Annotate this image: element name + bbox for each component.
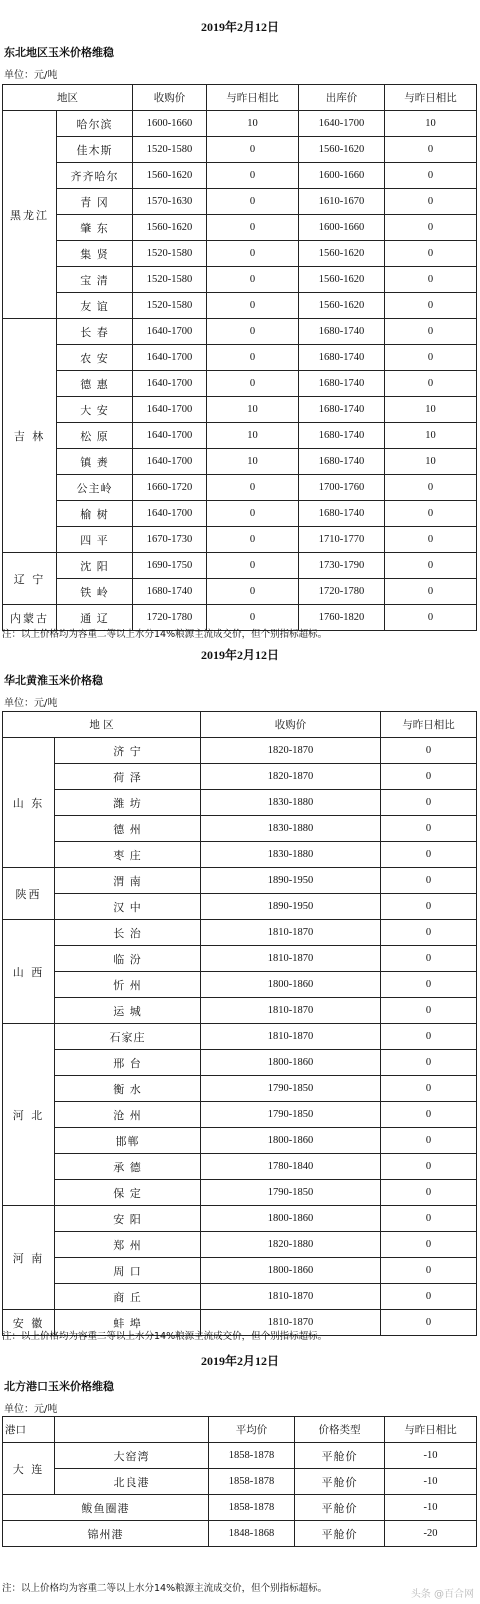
- northeast-price-table: [2, 84, 477, 631]
- price-cell: 1560-1620: [299, 137, 385, 163]
- city-cell: 汉 中: [55, 894, 201, 920]
- change-cell: 0: [381, 790, 477, 816]
- change-cell: -10: [385, 1443, 477, 1469]
- table-row: [3, 111, 477, 137]
- change-cell: 0: [385, 501, 477, 527]
- price-cell: 1640-1700: [133, 423, 207, 449]
- change-cell: 0: [385, 527, 477, 553]
- price-cell: 1820-1880: [201, 1232, 381, 1258]
- table-row: [3, 972, 477, 998]
- section1-note: 注：以上价格均为容重二等以上水分14%粮源主流成交价，但个别指标超标。: [2, 629, 328, 640]
- table-row: [3, 1102, 477, 1128]
- change-cell: 0: [385, 137, 477, 163]
- price-cell: 1560-1620: [133, 163, 207, 189]
- table-row: [3, 1206, 477, 1232]
- table-row: [3, 527, 477, 553]
- change-cell: 0: [385, 579, 477, 605]
- change-cell: 0: [385, 319, 477, 345]
- header-purchase-price: 收购价: [133, 85, 207, 111]
- price-cell: 1640-1700: [133, 449, 207, 475]
- city-cell: 四 平: [57, 527, 133, 553]
- city-cell: 临 汾: [55, 946, 201, 972]
- price-cell: 1610-1670: [299, 189, 385, 215]
- price-cell: 1720-1780: [299, 579, 385, 605]
- change-cell: -10: [385, 1469, 477, 1495]
- region-cell: 吉 林: [3, 319, 57, 553]
- section3-title: 北方港口玉米价格维稳: [4, 1380, 114, 1393]
- city-cell: 忻 州: [55, 972, 201, 998]
- price-cell: 1600-1660: [299, 215, 385, 241]
- table-row: [3, 1076, 477, 1102]
- change-cell: 0: [207, 579, 299, 605]
- change-cell: 0: [207, 293, 299, 319]
- table-row: [3, 449, 477, 475]
- change-cell: 0: [207, 267, 299, 293]
- table-row: [3, 345, 477, 371]
- change-cell: -10: [385, 1495, 477, 1521]
- city-cell: 镇 赉: [57, 449, 133, 475]
- section1-date: 2019年2月12日: [200, 20, 279, 34]
- price-cell: 1640-1700: [133, 371, 207, 397]
- table-row: [3, 790, 477, 816]
- city-cell: 郑 州: [55, 1232, 201, 1258]
- region-cell: 河 南: [3, 1206, 55, 1310]
- city-cell: 农 安: [57, 345, 133, 371]
- table-row: [3, 1180, 477, 1206]
- change-cell: 0: [207, 345, 299, 371]
- price-cell: 1858-1878: [209, 1443, 295, 1469]
- city-cell: 松 原: [57, 423, 133, 449]
- change-cell: 10: [385, 449, 477, 475]
- city-cell: 荷 泽: [55, 764, 201, 790]
- table-row: [3, 816, 477, 842]
- price-cell: 1790-1850: [201, 1076, 381, 1102]
- type-cell: 平舱价: [295, 1443, 385, 1469]
- price-cell: 1830-1880: [201, 790, 381, 816]
- table-row: [3, 1284, 477, 1310]
- region-cell: 辽 宁: [3, 553, 57, 605]
- change-cell: 0: [381, 1180, 477, 1206]
- price-cell: 1640-1700: [133, 501, 207, 527]
- price-cell: 1670-1730: [133, 527, 207, 553]
- price-cell: 1680-1740: [299, 371, 385, 397]
- table-row: [3, 920, 477, 946]
- region-cell: 河 北: [3, 1024, 55, 1206]
- price-cell: 1890-1950: [201, 894, 381, 920]
- region-cell: 安 徽: [3, 1310, 55, 1336]
- header-average-price: 平均价: [209, 1417, 295, 1443]
- section3-note: 注：以上价格均为容重二等以上水分14%粮源主流成交价，但个别指标超标。: [2, 1583, 328, 1594]
- price-cell: 1560-1620: [133, 215, 207, 241]
- change-cell: 0: [207, 553, 299, 579]
- change-cell: 0: [381, 1076, 477, 1102]
- change-cell: 0: [207, 137, 299, 163]
- price-cell: 1640-1700: [133, 397, 207, 423]
- change-cell: 0: [207, 241, 299, 267]
- city-cell: 潍 坊: [55, 790, 201, 816]
- city-cell: 石家庄: [55, 1024, 201, 1050]
- change-cell: 0: [381, 998, 477, 1024]
- price-cell: 1660-1720: [133, 475, 207, 501]
- table-row: [3, 475, 477, 501]
- price-cell: 1560-1620: [299, 241, 385, 267]
- change-cell: 0: [207, 605, 299, 631]
- price-cell: 1790-1850: [201, 1102, 381, 1128]
- change-cell: 0: [385, 371, 477, 397]
- table-row: [3, 894, 477, 920]
- price-cell: 1680-1740: [299, 319, 385, 345]
- change-cell: 10: [385, 111, 477, 137]
- header-change: 与昨日相比: [385, 1417, 477, 1443]
- change-cell: 0: [207, 215, 299, 241]
- change-cell: -20: [385, 1521, 477, 1547]
- port-cell: 大窑湾: [55, 1443, 209, 1469]
- city-cell: 枣 庄: [55, 842, 201, 868]
- table-row: [3, 1050, 477, 1076]
- price-cell: 1800-1860: [201, 1258, 381, 1284]
- header-port: 港口: [3, 1417, 55, 1443]
- price-cell: 1680-1740: [299, 423, 385, 449]
- city-cell: 邯郸: [55, 1128, 201, 1154]
- table-row: [3, 1024, 477, 1050]
- city-cell: 运 城: [55, 998, 201, 1024]
- city-cell: 保 定: [55, 1180, 201, 1206]
- change-cell: 10: [207, 449, 299, 475]
- region-cell: 山 东: [3, 738, 55, 868]
- region-cell: 大 连: [3, 1443, 55, 1495]
- price-cell: 1520-1580: [133, 293, 207, 319]
- section2-date: 2019年2月12日: [200, 648, 279, 662]
- header-outbound-price: 出库价: [299, 85, 385, 111]
- city-cell: 衡 水: [55, 1076, 201, 1102]
- port-price-table: [2, 1416, 477, 1547]
- table-row: [3, 1258, 477, 1284]
- table-row: [3, 764, 477, 790]
- table-row: [3, 267, 477, 293]
- price-cell: 1810-1870: [201, 946, 381, 972]
- change-cell: 0: [381, 1310, 477, 1336]
- section3-unit: 单位：元/吨: [4, 1404, 58, 1415]
- price-cell: 1520-1580: [133, 267, 207, 293]
- change-cell: 0: [381, 920, 477, 946]
- header-region: 地 区: [3, 712, 201, 738]
- price-cell: 1858-1878: [209, 1495, 295, 1521]
- city-cell: 周 口: [55, 1258, 201, 1284]
- city-cell: 德 惠: [57, 371, 133, 397]
- price-cell: 1680-1740: [299, 397, 385, 423]
- type-cell: 平舱价: [295, 1521, 385, 1547]
- port-cell: 鲅鱼圈港: [3, 1495, 209, 1521]
- price-cell: 1560-1620: [299, 267, 385, 293]
- change-cell: 0: [381, 764, 477, 790]
- city-cell: 安 阳: [55, 1206, 201, 1232]
- price-cell: 1790-1850: [201, 1180, 381, 1206]
- change-cell: 0: [385, 215, 477, 241]
- city-cell: 集 贤: [57, 241, 133, 267]
- city-cell: 德 州: [55, 816, 201, 842]
- table-row: [3, 241, 477, 267]
- price-cell: 1680-1740: [133, 579, 207, 605]
- section1-unit: 单位：元/吨: [4, 70, 58, 81]
- region-cell: 陕西: [3, 868, 55, 920]
- change-cell: 0: [381, 1232, 477, 1258]
- price-cell: 1810-1870: [201, 1284, 381, 1310]
- table-row: [3, 1469, 477, 1495]
- price-cell: 1710-1770: [299, 527, 385, 553]
- change-cell: 0: [381, 1102, 477, 1128]
- price-cell: 1800-1860: [201, 1128, 381, 1154]
- price-cell: 1780-1840: [201, 1154, 381, 1180]
- city-cell: 沧 州: [55, 1102, 201, 1128]
- region-cell: 山 西: [3, 920, 55, 1024]
- change-cell: 0: [381, 1258, 477, 1284]
- city-cell: 宝 清: [57, 267, 133, 293]
- change-cell: 0: [385, 605, 477, 631]
- change-cell: 0: [381, 1050, 477, 1076]
- change-cell: 10: [207, 111, 299, 137]
- header-blank: [55, 1417, 209, 1443]
- city-cell: 大 安: [57, 397, 133, 423]
- price-cell: 1720-1780: [133, 605, 207, 631]
- change-cell: 10: [385, 423, 477, 449]
- price-cell: 1570-1630: [133, 189, 207, 215]
- table-row: [3, 1128, 477, 1154]
- city-cell: 长 春: [57, 319, 133, 345]
- table-row: [3, 215, 477, 241]
- north-china-price-table: [2, 711, 477, 1336]
- section1-title: 东北地区玉米价格维稳: [4, 46, 114, 59]
- table-row: [3, 423, 477, 449]
- change-cell: 0: [385, 475, 477, 501]
- type-cell: 平舱价: [295, 1495, 385, 1521]
- table-row: [3, 1443, 477, 1469]
- change-cell: 10: [385, 397, 477, 423]
- price-cell: 1810-1870: [201, 998, 381, 1024]
- change-cell: 0: [207, 475, 299, 501]
- change-cell: 0: [381, 1154, 477, 1180]
- header-change: 与昨日相比: [207, 85, 299, 111]
- price-cell: 1680-1740: [299, 449, 385, 475]
- price-cell: 1560-1620: [299, 293, 385, 319]
- change-cell: 0: [381, 1128, 477, 1154]
- city-cell: 沈 阳: [57, 553, 133, 579]
- table-row: [3, 1154, 477, 1180]
- change-cell: 0: [207, 163, 299, 189]
- table-row: [3, 163, 477, 189]
- section2-unit: 单位：元/吨: [4, 698, 58, 709]
- price-cell: 1800-1860: [201, 1050, 381, 1076]
- table-row: [3, 189, 477, 215]
- price-cell: 1640-1700: [133, 345, 207, 371]
- city-cell: 邢 台: [55, 1050, 201, 1076]
- price-cell: 1680-1740: [299, 345, 385, 371]
- price-cell: 1800-1860: [201, 1206, 381, 1232]
- change-cell: 10: [207, 423, 299, 449]
- city-cell: 铁 岭: [57, 579, 133, 605]
- price-cell: 1858-1878: [209, 1469, 295, 1495]
- city-cell: 青 冈: [57, 189, 133, 215]
- header-region: 地区: [3, 85, 133, 111]
- price-cell: 1820-1870: [201, 738, 381, 764]
- table-row: [3, 842, 477, 868]
- city-cell: 肇 东: [57, 215, 133, 241]
- port-cell: 北良港: [55, 1469, 209, 1495]
- table-row: [3, 738, 477, 764]
- change-cell: 0: [207, 501, 299, 527]
- city-cell: 榆 树: [57, 501, 133, 527]
- price-cell: 1830-1880: [201, 842, 381, 868]
- table-row: [3, 553, 477, 579]
- price-cell: 1848-1868: [209, 1521, 295, 1547]
- city-cell: 通 辽: [57, 605, 133, 631]
- change-cell: 0: [207, 371, 299, 397]
- city-cell: 公主岭: [57, 475, 133, 501]
- table-row: [3, 1521, 477, 1547]
- section3-date: 2019年2月12日: [200, 1354, 279, 1368]
- table-row: [3, 371, 477, 397]
- price-cell: 1760-1820: [299, 605, 385, 631]
- region-cell: 内蒙古: [3, 605, 57, 631]
- change-cell: 0: [381, 816, 477, 842]
- price-cell: 1890-1950: [201, 868, 381, 894]
- section2-note: 注：以上价格均为容重二等以上水分14%粮源主流成交价，但个别指标超标。: [2, 1331, 328, 1342]
- change-cell: 0: [381, 1284, 477, 1310]
- city-cell: 齐齐哈尔: [57, 163, 133, 189]
- change-cell: 0: [385, 553, 477, 579]
- change-cell: 0: [207, 527, 299, 553]
- change-cell: 0: [385, 163, 477, 189]
- change-cell: 0: [381, 946, 477, 972]
- price-cell: 1810-1870: [201, 1310, 381, 1336]
- price-cell: 1680-1740: [299, 501, 385, 527]
- city-cell: 友 谊: [57, 293, 133, 319]
- price-cell: 1520-1580: [133, 137, 207, 163]
- change-cell: 0: [385, 345, 477, 371]
- table-row: [3, 868, 477, 894]
- price-cell: 1600-1660: [299, 163, 385, 189]
- header-change: 与昨日相比: [385, 85, 477, 111]
- city-cell: 蚌 埠: [55, 1310, 201, 1336]
- change-cell: 0: [207, 319, 299, 345]
- table-row: [3, 998, 477, 1024]
- change-cell: 0: [381, 738, 477, 764]
- table-row: [3, 579, 477, 605]
- change-cell: 0: [381, 894, 477, 920]
- city-cell: 济 宁: [55, 738, 201, 764]
- change-cell: 10: [207, 397, 299, 423]
- change-cell: 0: [207, 189, 299, 215]
- table-row: [3, 397, 477, 423]
- price-cell: 1810-1870: [201, 1024, 381, 1050]
- change-cell: 0: [381, 1024, 477, 1050]
- change-cell: 0: [385, 241, 477, 267]
- region-cell: 黑龙江: [3, 111, 57, 319]
- header-change: 与昨日相比: [381, 712, 477, 738]
- price-cell: 1520-1580: [133, 241, 207, 267]
- price-cell: 1690-1750: [133, 553, 207, 579]
- city-cell: 长 治: [55, 920, 201, 946]
- price-cell: 1600-1660: [133, 111, 207, 137]
- change-cell: 0: [385, 189, 477, 215]
- table-row: [3, 293, 477, 319]
- table-row: [3, 319, 477, 345]
- price-cell: 1830-1880: [201, 816, 381, 842]
- city-cell: 商 丘: [55, 1284, 201, 1310]
- city-cell: 佳木斯: [57, 137, 133, 163]
- header-purchase-price: 收购价: [201, 712, 381, 738]
- table-row: [3, 1232, 477, 1258]
- table-row: [3, 501, 477, 527]
- price-cell: 1730-1790: [299, 553, 385, 579]
- change-cell: 0: [381, 1206, 477, 1232]
- watermark: 头条 @百合网: [410, 1589, 474, 1600]
- price-cell: 1820-1870: [201, 764, 381, 790]
- port-cell: 锦州港: [3, 1521, 209, 1547]
- change-cell: 0: [381, 972, 477, 998]
- city-cell: 哈尔滨: [57, 111, 133, 137]
- change-cell: 0: [381, 842, 477, 868]
- table-row: [3, 946, 477, 972]
- type-cell: 平舱价: [295, 1469, 385, 1495]
- change-cell: 0: [381, 868, 477, 894]
- price-cell: 1800-1860: [201, 972, 381, 998]
- price-cell: 1700-1760: [299, 475, 385, 501]
- price-cell: 1810-1870: [201, 920, 381, 946]
- price-cell: 1640-1700: [133, 319, 207, 345]
- change-cell: 0: [385, 267, 477, 293]
- change-cell: 0: [385, 293, 477, 319]
- city-cell: 渭 南: [55, 868, 201, 894]
- price-cell: 1640-1700: [299, 111, 385, 137]
- section2-title: 华北黄淮玉米价格稳: [4, 674, 103, 687]
- city-cell: 承 德: [55, 1154, 201, 1180]
- table-row: [3, 137, 477, 163]
- table-row: [3, 1495, 477, 1521]
- header-price-type: 价格类型: [295, 1417, 385, 1443]
